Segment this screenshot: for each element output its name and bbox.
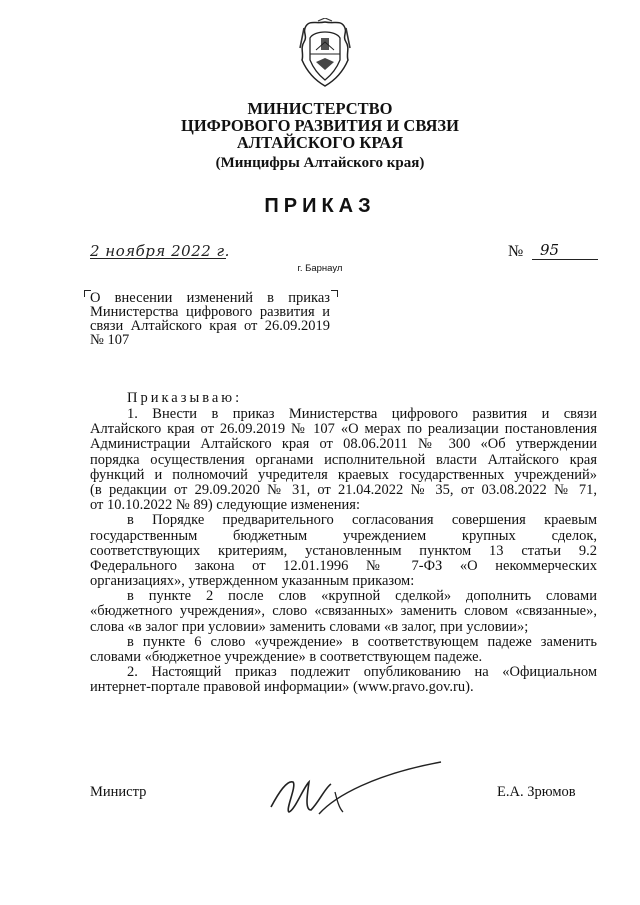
body-line: организациях», утвержденном указанным приказом:	[90, 573, 415, 590]
document-type-title: ПРИКАЗ	[264, 195, 376, 217]
signer-name: Е.А. Зрюмов	[497, 784, 576, 800]
body-line: в пункте 6 слово «учреждение» в соответствующем падеже заменить	[127, 633, 597, 650]
body-line: соответствующих критериям, установленным пунктом 13 статьи 9.2	[90, 542, 597, 559]
order-word: Приказываю:	[127, 390, 243, 406]
order-subject	[90, 291, 330, 347]
body-line: слова «в залог при условии» заменить словами «в залог, при условии»;	[90, 618, 529, 635]
city-label: г. Барнаул	[297, 263, 343, 274]
body-line: в пункте 2 после слов «крупной сделкой» дополнить словами	[127, 588, 597, 605]
handwritten-signature	[265, 752, 445, 827]
subject-line: Министерства цифрового развития и	[90, 304, 330, 320]
subject-line: О внесении изменений в приказ	[90, 290, 330, 306]
ministry-name-line-1: МИНИСТЕРСТВО	[247, 99, 393, 118]
order-body	[90, 407, 597, 696]
body-line: 1. Внести в приказ Министерства цифрового развития и связи	[127, 406, 597, 422]
body-line: Федерального закона от 12.01.1996 № 7-ФЗ «О некоммерческих	[90, 557, 597, 574]
body-line: государственным бюджетным учреждением крупных сделок,	[90, 527, 597, 544]
signer-position: Министр	[90, 784, 147, 800]
body-line: в Порядке предварительного согласования совершения краевым	[127, 512, 597, 529]
order-number: 95	[540, 241, 560, 259]
subject-line: связи Алтайского края от 26.09.2019	[90, 318, 330, 334]
date-underline	[90, 258, 226, 259]
body-line: от 10.10.2022 № 89) следующие изменения:	[90, 497, 360, 514]
body-line: (в редакции от 29.09.2020 № 31, от 21.04.2022 № 35, от 03.08.2022 № 71,	[90, 481, 597, 498]
order-date: 2 ноября 2022 г.	[90, 242, 230, 260]
body-line: интернет-портале правовой информации» (www.pravo.gov.ru).	[90, 679, 474, 696]
ministry-name-line-2: ЦИФРОВОГО РАЗВИТИЯ И СВЯЗИ	[181, 116, 459, 135]
subject-line: № 107	[90, 332, 130, 348]
number-label: №	[508, 243, 524, 260]
coat-of-arms-emblem	[296, 18, 354, 88]
body-line: словами «бюджетное учреждение» в соответствующем падеже.	[90, 649, 483, 665]
body-line: 2. Настоящий приказ подлежит опубликованию на «Официальном	[127, 664, 597, 681]
body-line: «бюджетного учреждения», слово «связанных» заменить словом «связанные»,	[90, 603, 597, 620]
body-line: Администрации Алтайского края от 08.06.2011 № 300 «Об утверждении	[90, 436, 597, 453]
body-line: порядка осуществления органами исполнительной власти Алтайского края	[90, 451, 597, 468]
ministry-name-line-3: АЛТАЙСКОГО КРАЯ	[236, 133, 404, 152]
body-line: Алтайского края от 26.09.2019 № 107 «О мерах по реализации постановления	[90, 421, 597, 438]
body-line: функций и полномочий учредителя краевых государственных учреждений»	[90, 466, 597, 483]
number-underline	[532, 259, 598, 260]
ministry-short-name: (Минцифры Алтайского края)	[215, 155, 425, 171]
subject-bracket-right	[331, 290, 338, 297]
